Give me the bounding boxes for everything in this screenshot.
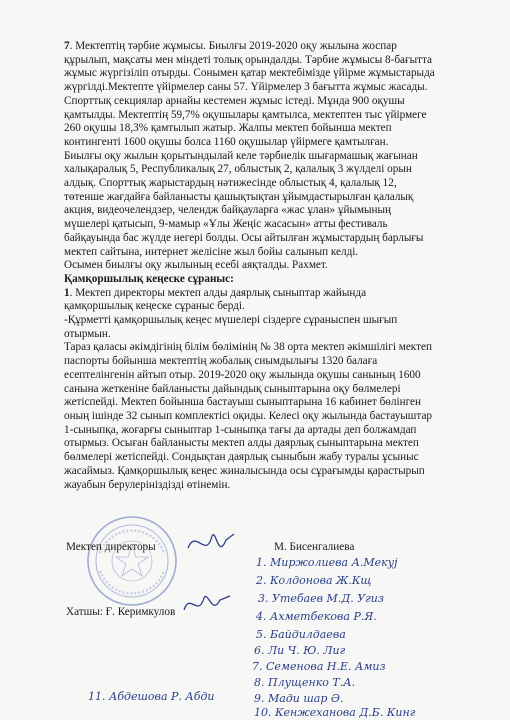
body-text: 1 xyxy=(64,286,70,299)
body-text: халықаралық 5, Республикалық 27, облыстық 2, қалалық 3 жүлделі орын xyxy=(64,163,412,176)
body-text: Тараз қаласы әкімдігінің білім бөлімінің № 38 орта мектеп әкімшілігі мектеп xyxy=(64,341,432,354)
signature-3: 3. Утебаев М.Д. Угиз xyxy=(258,592,384,605)
body-line xyxy=(64,355,484,369)
body-text: жауабын берулерініздізді өтінемін. xyxy=(64,478,231,491)
body-line xyxy=(64,81,484,95)
body-text: 7 xyxy=(64,40,70,52)
body-text: есептелінгенін айтып отыр. 2019-2020 оқу жылында оқушы санының 1600 xyxy=(64,368,421,381)
body-line xyxy=(64,287,484,301)
body-text: жұмыс жүргізіліп отырды. Сонымен қатар мектебімізде үйірме жұмыстарыда xyxy=(64,67,435,80)
body-line xyxy=(64,396,484,410)
body-line xyxy=(64,383,484,397)
director-label: Мектеп директоры xyxy=(66,541,156,553)
body-line xyxy=(64,410,484,424)
body-line xyxy=(64,163,484,177)
signature-1: 1. Миржолиева А.Мекуј xyxy=(256,556,398,569)
body-line xyxy=(64,300,484,314)
body-line xyxy=(64,54,484,68)
body-text: отырмыз. Осыған байланысты мектеп алды даярлық сыныптарына мектеп xyxy=(64,437,419,450)
secretary-line: Хатшы: Ғ. Керимкулов xyxy=(66,606,176,618)
body-text: мектеп сайтына, интернет желісіне жыл бойы салынып келді. xyxy=(64,245,359,258)
body-text: акция, видеочелендзер, челендж байқауларға «жас ұлан» ұйымының xyxy=(64,204,392,217)
body-text: мүшелері қатысып, 9-мамыр «Ұлы Жеңіс жасасын» атты фестиваль xyxy=(64,218,388,231)
director-name: М. Бисенгалиева xyxy=(274,541,355,553)
body-text: жетіспейді. Мектеп бойынша бастауыш сыныптарына 16 кабинет бөлінген xyxy=(64,396,421,409)
body-line xyxy=(64,95,484,109)
report-body xyxy=(64,40,484,492)
signature-10: 10. Кенжеханова Д.Б. Кинг xyxy=(254,706,416,719)
body-text: Биылғы оқу жылын қорытындылай келе тәрбиелік шығармашық жағынан xyxy=(64,149,418,162)
body-text: . Мектеп директоры мектеп алды даярлық сыныптар жайында xyxy=(69,286,367,299)
body-text: контингенті 1600 оқушы болса 1160 оқушылар үйірмеге қамтылған. xyxy=(64,135,389,148)
body-line xyxy=(64,341,484,355)
signature-7: 7. Семенова Н.Е. Амиз xyxy=(252,660,386,673)
body-line xyxy=(64,479,484,493)
body-line xyxy=(64,273,484,287)
body-line xyxy=(64,218,484,232)
body-line xyxy=(64,40,484,54)
signature-6: 6. Ли Ч. Ю. Лиг xyxy=(254,644,346,657)
body-text: байқауында бас жүлде иегері болды. Осы айтылған жұмыстардың барлығы xyxy=(64,231,424,244)
body-line xyxy=(64,259,484,273)
body-line xyxy=(64,122,484,136)
body-text: құрылып, мақсаты мен міндеті толық орындалды. Тәрбие жұмысы 8-бағытта xyxy=(64,53,433,66)
body-text: . Мектептің тәрбие жұмысы. Биылғы 2019-2020 оқу жылына жоспар xyxy=(69,40,397,52)
body-text: жасаймыз. Қамқоршылық кеңес жиналысында осы сұрағымды қарастырып xyxy=(64,464,425,477)
body-line xyxy=(64,109,484,123)
body-line xyxy=(64,136,484,150)
signature-11: 11. Абдешова Р. Абди xyxy=(88,690,215,703)
body-text: қамтылды. Мектептің 59,7% оқушылары қамтылса, мектептен тыс үйірмеге xyxy=(64,108,427,121)
body-text: санына жеткеніне байланысты дайындық сыныптарына оқу бөлмелері xyxy=(64,382,401,395)
body-text: алдық. Спорттық жарыстардың нәтижесінде облыстық 4, қалалық 12, xyxy=(64,177,397,190)
signature-2: 2. Колдонова Ж.Кщ xyxy=(256,574,372,587)
signature-5: 5. Байдилдаева xyxy=(256,628,346,641)
body-text: бөлмелері жетіспейді. Сондықтан даярлық сыныбын жабу туралы ұсыныс xyxy=(64,451,419,464)
body-line xyxy=(64,246,484,260)
body-text: Спорттық секциялар арнайы кестемен жұмыс істеді. Мұнда 900 оқушы xyxy=(64,94,405,107)
body-text: қамқоршылық кеңеске сұраныс берді. xyxy=(64,300,245,313)
body-line xyxy=(64,451,484,465)
body-line xyxy=(64,191,484,205)
body-line xyxy=(64,150,484,164)
body-text: жүргілді.Мектепте үйірмелер саны 57. Үйірмелер 3 бағытта жұмыс жасады. xyxy=(64,81,428,94)
body-line xyxy=(64,314,484,328)
body-text: Осымен биылғы оқу жылының есебі аяқталды. Рахмет. xyxy=(64,259,328,272)
body-line xyxy=(64,369,484,383)
body-text: оның ішінде 32 сынып комплектісі оқиды. Келесі оқу жылында бастауыштар xyxy=(64,409,433,422)
body-text: 260 оқушы 18,3% қамтылып жатыр. Жалпы мектеп бойынша мектеп xyxy=(64,122,392,135)
signature-8: 8. Плущенко Т.А. xyxy=(254,676,356,689)
body-text: Қамқоршылық кеңеске сұраныс: xyxy=(64,272,234,285)
body-line xyxy=(64,204,484,218)
body-text: паспорты бойынша мектептің жобалық сиымдылығы 1320 балаға xyxy=(64,355,378,368)
body-line xyxy=(64,232,484,246)
body-line xyxy=(64,465,484,479)
body-text: төтенше жағдайға байланысты қашықтықтан ұйымдастырылған қалалық xyxy=(64,190,414,203)
body-line xyxy=(64,437,484,451)
signature-4: 4. Ахметбекова Р.Я. xyxy=(256,610,377,623)
body-text: 1-сыныпқа, жоғарғы сыныптар 1-сыныпқа тағы да артады деп болжамдап xyxy=(64,423,417,436)
body-line xyxy=(64,328,484,342)
signature-9: 9. Мади шар Ә. xyxy=(254,692,344,705)
body-text: отырмын. xyxy=(64,327,111,340)
body-line xyxy=(64,67,484,81)
official-seal-icon xyxy=(84,513,180,609)
body-line xyxy=(64,424,484,438)
body-text: -Құрметті қамқоршылық кеңес мүшелері сіздерге сұраныспен шығып xyxy=(64,314,398,327)
body-line xyxy=(64,177,484,191)
